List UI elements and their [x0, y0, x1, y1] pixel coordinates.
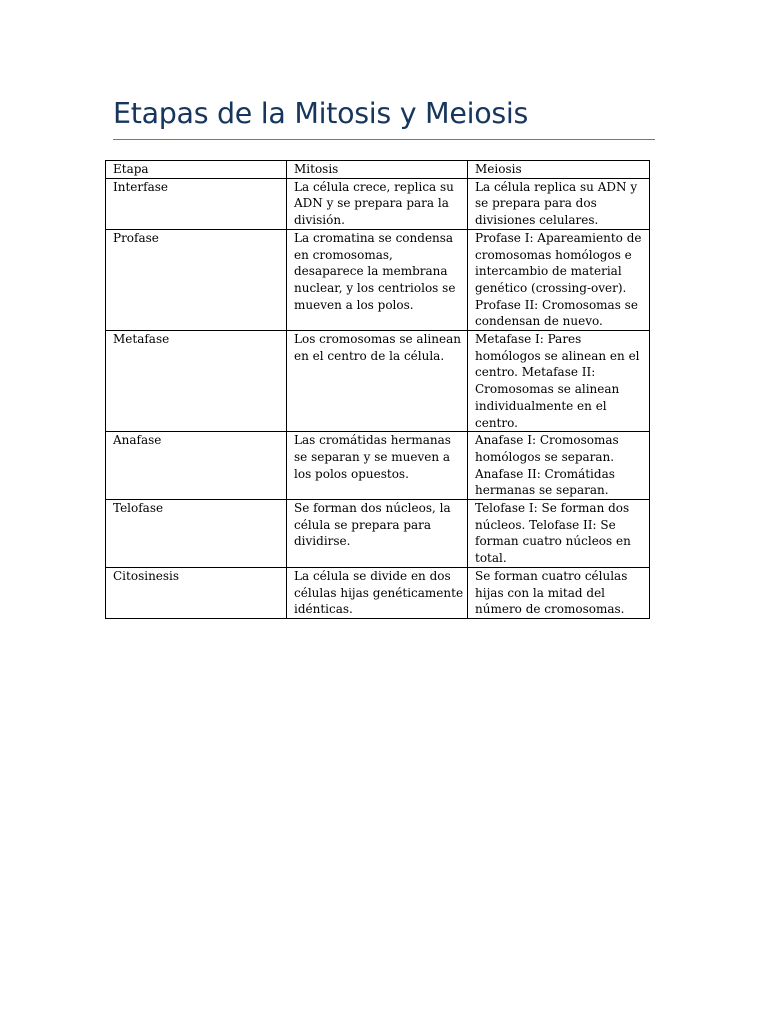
- page-title: Etapas de la Mitosis y Meiosis: [113, 97, 529, 130]
- mitosis-cell: Se forman dos núcleos, la célula se prepara para dividirse.: [287, 500, 468, 568]
- header-stage: Etapa: [106, 161, 287, 179]
- meiosis-cell: Profase I: Apareamiento de cromosomas homólogos e intercambio de material genético (crossing-over). Profase II: Cromosomas se condensan de nuevo.: [468, 229, 650, 330]
- meiosis-cell: La célula replica su ADN y se prepara para dos divisiones celulares.: [468, 178, 650, 229]
- stage-cell: Profase: [106, 229, 287, 330]
- table-row: [106, 229, 650, 330]
- mitosis-cell: Las cromátidas hermanas se separan y se mueven a los polos opuestos.: [287, 432, 468, 500]
- mitosis-cell: La célula crece, replica su ADN y se prepara para la división.: [287, 178, 468, 229]
- table-body: [106, 178, 650, 618]
- table-row: [106, 331, 650, 432]
- stage-cell: Citosinesis: [106, 567, 287, 618]
- meiosis-cell: Telofase I: Se forman dos núcleos. Telofase II: Se forman cuatro núcleos en total.: [468, 500, 650, 568]
- meiosis-cell: Metafase I: Pares homólogos se alinean en el centro. Metafase II: Cromosomas se alinean individualmente en el centro.: [468, 331, 650, 432]
- mitosis-cell: La célula se divide en dos células hijas genéticamente idénticas.: [287, 567, 468, 618]
- header-meiosis: Meiosis: [468, 161, 650, 179]
- table-row: [106, 567, 650, 618]
- meiosis-cell: Anafase I: Cromosomas homólogos se separan. Anafase II: Cromátidas hermanas se separan.: [468, 432, 650, 500]
- table-row: [106, 178, 650, 229]
- table-row: [106, 500, 650, 568]
- header-mitosis: Mitosis: [287, 161, 468, 179]
- mitosis-cell: La cromatina se condensa en cromosomas, desaparece la membrana nuclear, y los centriolos se mueven a los polos.: [287, 229, 468, 330]
- table-header: [106, 161, 650, 179]
- table-header-row: [106, 161, 650, 179]
- table-row: [106, 432, 650, 500]
- meiosis-cell: Se forman cuatro células hijas con la mitad del número de cromosomas.: [468, 567, 650, 618]
- stage-cell: Metafase: [106, 331, 287, 432]
- stage-cell: Anafase: [106, 432, 287, 500]
- stages-table: [105, 160, 650, 619]
- title-underline: [113, 139, 655, 140]
- stage-cell: Interfase: [106, 178, 287, 229]
- mitosis-cell: Los cromosomas se alinean en el centro de la célula.: [287, 331, 468, 432]
- stage-cell: Telofase: [106, 500, 287, 568]
